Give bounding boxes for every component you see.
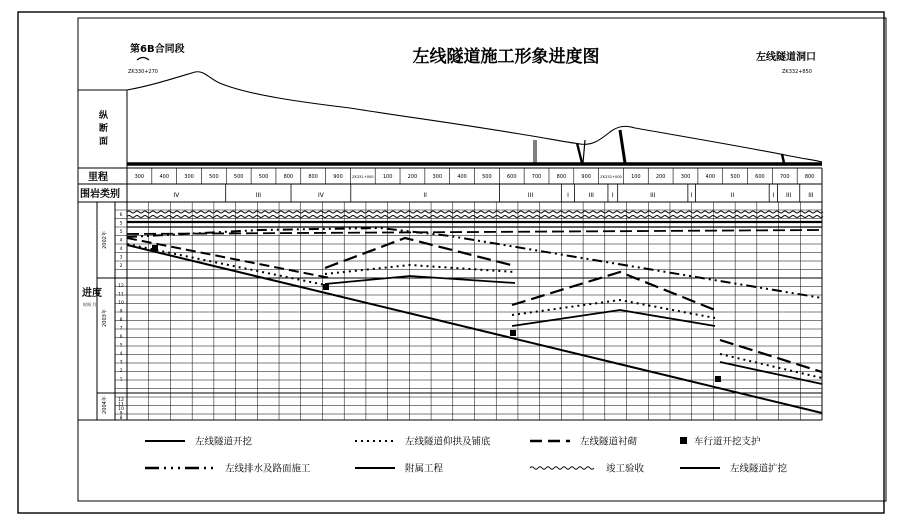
profile-label-3: 面 bbox=[99, 137, 109, 147]
mileage-tick-label: 700 bbox=[531, 174, 542, 180]
month-label: 3 bbox=[119, 360, 123, 366]
diagram-title: 左线隧道施工形象进度图 bbox=[412, 47, 600, 67]
mileage-tick-label: 800 bbox=[804, 174, 815, 180]
black-square-icon bbox=[680, 437, 687, 444]
year-label: 2004年 bbox=[102, 396, 108, 414]
lining-line-b bbox=[325, 238, 515, 268]
rock-class-label: III bbox=[588, 192, 594, 199]
mileage-row-label: 里程 bbox=[88, 172, 108, 183]
mileage-tick-label: 900 bbox=[333, 174, 343, 180]
month-label: 12 bbox=[118, 398, 124, 403]
month-label: 6 bbox=[119, 213, 123, 218]
mileage-tick-label: 400 bbox=[457, 174, 467, 180]
month-label: 2 bbox=[119, 264, 123, 269]
end-label: 左线隧道洞口 bbox=[756, 52, 816, 63]
month-label: 7 bbox=[119, 326, 123, 332]
shaft-c bbox=[620, 130, 625, 163]
mileage-tick-label: 600 bbox=[755, 174, 765, 180]
shaft-d bbox=[782, 154, 784, 163]
mileage-tick-label: 500 bbox=[233, 174, 244, 180]
year-label: 2002年 bbox=[102, 231, 108, 249]
month-label: 3 bbox=[119, 255, 123, 261]
mileage-tick-label: 200 bbox=[407, 174, 418, 180]
month-label: 12 bbox=[118, 284, 124, 289]
start-chainage: ZK330+270 bbox=[128, 69, 158, 75]
month-label: 1 bbox=[119, 377, 123, 383]
legend-item bbox=[530, 436, 638, 448]
wavy-line-icon bbox=[530, 467, 594, 470]
legend-label: 车行道开挖支护 bbox=[694, 436, 761, 448]
rock-class-label: I bbox=[611, 192, 614, 199]
mileage-tick-label: 800 bbox=[308, 174, 318, 180]
profile-label-1: 纵 bbox=[99, 111, 109, 121]
mileage-tick-label: 400 bbox=[705, 174, 716, 180]
month-label: 2 bbox=[119, 369, 123, 374]
mileage-tick-label: 300 bbox=[134, 174, 145, 180]
rock-class-label: III bbox=[785, 192, 792, 199]
mileage-tick-label: 300 bbox=[184, 174, 194, 180]
month-label: 4 bbox=[119, 352, 123, 357]
legend-item bbox=[355, 463, 444, 475]
mileage-tick-label: 100 bbox=[631, 174, 641, 180]
month-label: 5 bbox=[119, 343, 123, 349]
rock-class-label: I bbox=[567, 192, 569, 199]
mileage-tick-label: 300 bbox=[432, 174, 443, 180]
rock-class-label: I bbox=[690, 192, 693, 199]
support-marker-1 bbox=[152, 245, 158, 251]
month-label: 8 bbox=[119, 416, 123, 421]
month-label: 6 bbox=[119, 335, 123, 340]
rock-class-label: III bbox=[527, 192, 534, 199]
mileage-tick-label: 500 bbox=[730, 174, 740, 180]
legend-label: 左线隧道扩挖 bbox=[730, 463, 788, 475]
mileage-tick-label: 900 bbox=[581, 174, 591, 180]
contract-marker-icon bbox=[137, 58, 149, 61]
ancillary-line-b bbox=[325, 276, 515, 284]
invert-line-c bbox=[512, 300, 715, 318]
end-chainage: ZK332+850 bbox=[782, 69, 812, 75]
rock-class-label: III bbox=[650, 192, 656, 199]
mileage-tick-label: 800 bbox=[283, 174, 294, 180]
legend-item bbox=[145, 436, 253, 448]
legend-item bbox=[145, 463, 311, 475]
mileage-tick-label: 800 bbox=[556, 174, 567, 180]
month-labels bbox=[118, 212, 124, 421]
month-label: 11 bbox=[118, 402, 124, 408]
month-label: 10 bbox=[118, 301, 124, 306]
rock-class-label: I bbox=[772, 192, 775, 199]
support-marker-3 bbox=[510, 330, 516, 336]
mileage-tick-label: 400 bbox=[159, 174, 170, 180]
rock-class-segments bbox=[127, 184, 814, 202]
support-marker-2 bbox=[323, 284, 329, 290]
mileage-tick-label: 500 bbox=[258, 174, 269, 180]
month-label: 10 bbox=[118, 407, 124, 412]
profile-label-2: 断 bbox=[99, 124, 109, 134]
month-label: 5 bbox=[119, 230, 123, 235]
year-labels bbox=[101, 231, 108, 414]
mileage-tick-label: 300 bbox=[680, 174, 691, 180]
legend bbox=[145, 436, 788, 475]
mileage-ticks bbox=[127, 168, 814, 184]
month-label: 5 bbox=[119, 221, 123, 227]
shaft-b bbox=[577, 143, 582, 163]
legend-label: 左线隧道仰拱及铺底 bbox=[405, 436, 491, 448]
month-label: 4 bbox=[119, 238, 123, 244]
rock-class-label: II bbox=[730, 192, 735, 199]
month-label: 9 bbox=[119, 411, 123, 417]
mileage-tick-label: ZK331+000 bbox=[352, 175, 374, 179]
ground-profile-line bbox=[127, 72, 822, 162]
legend-item bbox=[530, 463, 645, 475]
completion-wave-line-2 bbox=[127, 216, 823, 218]
rock-class-label: II bbox=[423, 192, 427, 199]
legend-label: 左线排水及路面施工 bbox=[225, 463, 311, 475]
month-label: 4 bbox=[119, 247, 123, 252]
month-label: 9 bbox=[119, 309, 123, 315]
legend-item bbox=[355, 436, 491, 448]
legend-label: 左线隧道开挖 bbox=[195, 436, 253, 448]
year-label: 2003年 bbox=[102, 309, 108, 327]
rock-class-label: III bbox=[808, 192, 814, 199]
rock-row-label: 围岩类别 bbox=[80, 189, 120, 200]
mileage-tick-label: 700 bbox=[779, 174, 790, 180]
rock-class-label: IV bbox=[317, 192, 324, 199]
mileage-tick-label: 500 bbox=[209, 174, 219, 180]
legend-label: 竣工验收 bbox=[606, 463, 645, 475]
shaft-b2 bbox=[583, 140, 585, 163]
mileage-tick-label: 600 bbox=[506, 174, 517, 180]
mileage-tick-label: 500 bbox=[482, 174, 492, 180]
mileage-tick-label: ZK332+000 bbox=[600, 175, 622, 179]
contract-label: 第6B合同段 bbox=[130, 44, 185, 55]
mileage-tick-label: 100 bbox=[382, 174, 393, 180]
mileage-tick-label: 200 bbox=[655, 174, 666, 180]
legend-item bbox=[680, 436, 761, 448]
progress-label: 进度 bbox=[82, 288, 102, 299]
rock-class-label: IV bbox=[173, 192, 180, 199]
legend-label: 左线隧道衬砌 bbox=[580, 436, 638, 448]
legend-label: 附属工程 bbox=[405, 463, 444, 475]
month-label: 11 bbox=[118, 292, 124, 298]
rock-class-label: III bbox=[255, 192, 262, 199]
legend-item bbox=[680, 463, 788, 475]
progress-sublabel: 时间 月 bbox=[83, 302, 97, 307]
support-marker-4 bbox=[715, 376, 721, 382]
month-label: 8 bbox=[119, 318, 123, 323]
completion-wave-line bbox=[127, 211, 823, 213]
